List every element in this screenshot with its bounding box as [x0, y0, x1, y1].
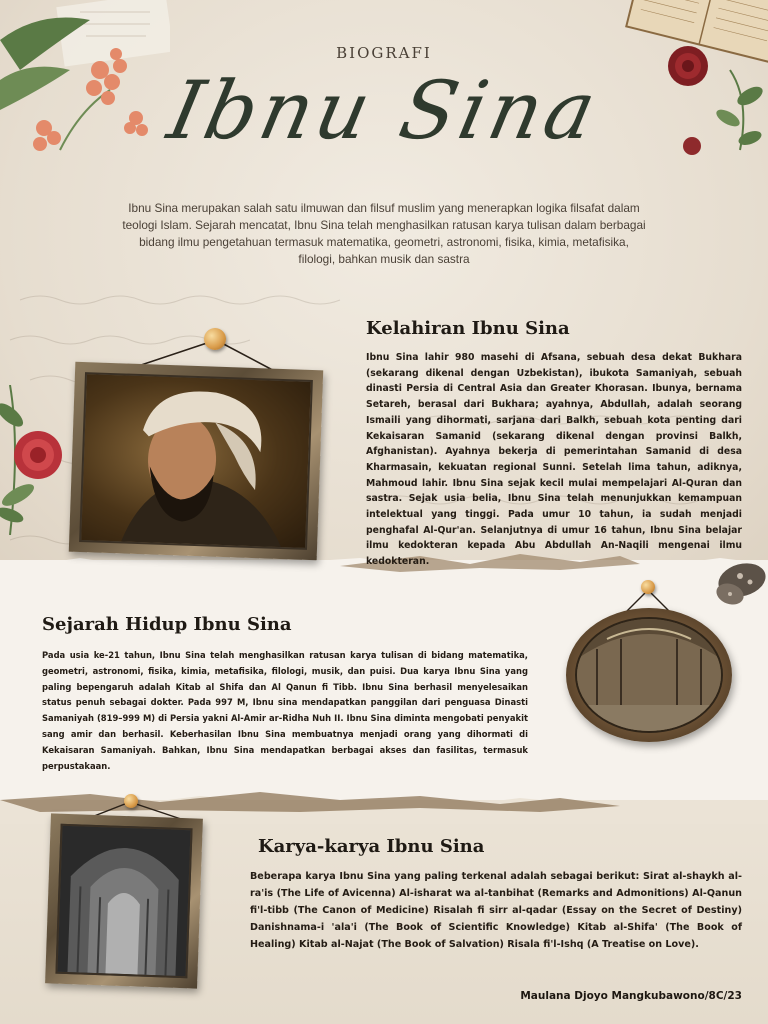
author-credit: Maulana Djoyo Mangkubawono/8C/23 [520, 990, 742, 1002]
intro-paragraph: Ibnu Sina merupakan salah satu ilmuwan dan filsuf muslim yang menerapkan logika filsafat dalam teologi Islam. Sejarah mencatat, Ibnu Sina telah menghasilkan ratusan karya tulisan dalam berbagai bidang ilmu pengetahuan termasuk matematika, geometri, astronomi, fisika, kimia, metafisika, filologi, bahkan musik dan sastra [122, 201, 646, 266]
section-body-sejarah: Pada usia ke-21 tahun, Ibnu Sina telah menghasilkan ratusan karya tulisan di bidang matematika, geometri, astronomi, fisika, kimia, metafisika, filologi, musik, dan puisi. Dua karya Ibnu Sina yang paling bepengaruh adalah Kitab al Shifa dan Al Qanun fi Tibb. Ibnu Sina berhasil menyelesaikan status penuh sebagai dokter. Pada 997 M, Ibnu sina mendapatkan panggilan dari penguasa Dinasti Samaniyah (819–999 M) di Persia yakni Al-Amir ar-Ridha Nuh II. Ibnu Sina diminta mengobati penyakit sang amir dan berhasil. Keberhasilan Ibnu Sina membuatnya menjadi orang yang dihormati di Kekaisaran Samaniyah. Bahkan, Ibnu Sina mendapatkan berbagai akses dan fasilitas, termasuk perpustakaan. [42, 650, 528, 771]
section-heading-kelahiran: Kelahiran Ibnu Sina [366, 318, 570, 339]
library-oval-frame [566, 608, 732, 742]
cathedral-picture [55, 824, 192, 979]
page-title: Ibnu Sina [160, 64, 608, 157]
pin-icon [204, 328, 226, 350]
section-body-karya: Beberapa karya Ibnu Sina yang paling terkenal adalah sebagai berikut: Sirat al-shaykh al-ra'is (The Life of Avicenna) Al-isharat wa al-tanbihat (Remarks and Admonitions) Al-Qanun fi'l-tibb (The Canon of Medicine) Risalah fi sirr al-qadar (Essay on the Secret of Destiny) Danishnama-i 'ala'i (The Book of Scientific Knowledge) Kitab al-Shifa' (The Book of Healing) Kitab al-Najat (The Book of Salvation) Risala fi'l-Ishq (A Treatise on Love). [250, 871, 742, 950]
section-heading-karya: Karya-karya Ibnu Sina [258, 836, 485, 857]
section-body-kelahiran: Ibnu Sina lahir 980 masehi di Afsana, sebuah desa dekat Bukhara (sekarang dikenal dengan Uzbekistan), ibukota Samaniyah, sebuah dinasti Persia di Central Asia dan Greater Khorasan. Ibunya, bernama Setareh, berasal dari Bukhara; ayahnya, Abdullah, adalah seorang Ismaili yang dihormati, sarjana dari Balkh, sebuah kota penting dari Kekaisaran Samanid (sekarang dikenal dengan provinsi Balkh, Afghanistan). Ayahnya bekerja di pemerintahan Samanid di desa Kharmasain, kekuatan regional Sunni. Setelah lima tahun, adiknya, Mahmoud lahir. Ibnu Sina sejak kecil mulai mempelajari Al-Quran dan sastra. Sejak usia belia, Ibnu Sina telah menunjukkan kemampuan intelektual yang tinggi. Pada umur 10 tahun, ia sudah menjadi penghafal Al-Qur'an. Selanjutnya di umur 16 tahun, Ibnu Sina belajar ilmu kedokteran kepada Abu Abdullah An-Naqili mengenai ilmu kedokteran. [366, 352, 742, 568]
ibnu-sina-portrait [79, 372, 313, 550]
library-picture [575, 617, 723, 733]
portrait-frame [69, 362, 323, 561]
section-heading-sejarah: Sejarah Hidup Ibnu Sina [42, 614, 292, 635]
page-kicker: BIOGRAFI [336, 44, 432, 62]
pin-icon [641, 580, 655, 594]
pin-icon [124, 794, 138, 808]
cathedral-illustration [57, 826, 190, 976]
rose-icon [0, 385, 80, 535]
portrait-illustration [81, 374, 311, 548]
library-illustration [577, 619, 721, 731]
cathedral-frame [45, 813, 203, 988]
